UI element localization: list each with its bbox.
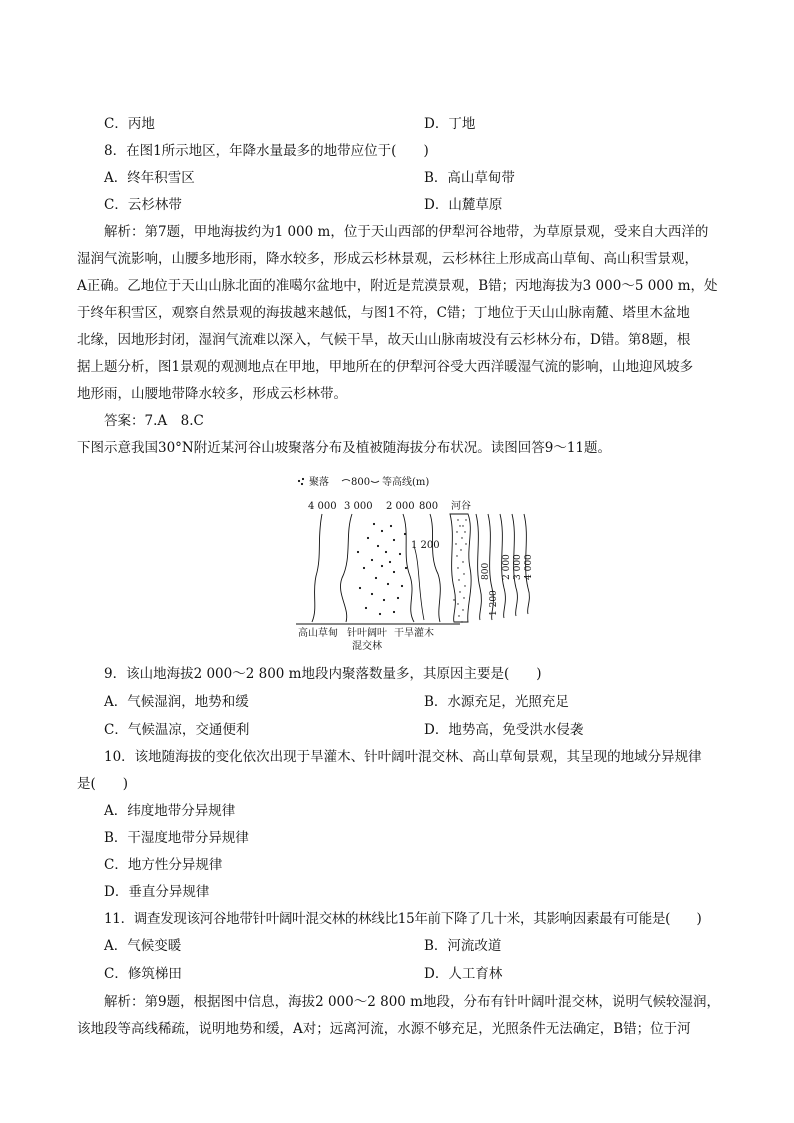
analysis1-line-6: 据上题分析，图1景观的观测地点在甲地，甲地所在的伊犁河谷受大西洋暖湿气流的影响，山地迎风坡多 — [77, 359, 694, 375]
q11-option-d: D．人工育林 — [424, 966, 503, 982]
q8-option-a: A．终年积雪区 — [104, 170, 195, 186]
q8-stem: 8．在图1所示地区，年降水量最多的地带应位于( ) — [104, 143, 429, 159]
zone-label-mixed-forest: 针叶阔叶 — [347, 628, 387, 639]
river-valley — [450, 514, 471, 623]
q7-option-d: D．丁地 — [424, 116, 476, 132]
legend — [298, 475, 429, 488]
contour-line — [403, 514, 414, 622]
q10-option-a: A．纬度地带分异规律 — [104, 803, 236, 819]
q7-option-c: C．丙地 — [104, 116, 155, 132]
settlement-dots — [357, 523, 407, 615]
analysis1-line-1: 解析：第7题，甲地海拔约为1 000 m，位于天山西部的伊犁河谷地带，为草原景观，受来自大西洋的 — [104, 224, 709, 240]
contour-label-left-2: 3 000 — [344, 501, 373, 512]
q9-option-d: D．地势高，免受洪水侵袭 — [424, 722, 584, 738]
q9-option-c: C．气候温凉，交通便利 — [104, 722, 250, 738]
contour-label-right-3: 2 000 — [502, 554, 512, 580]
legend-contour-line — [371, 481, 379, 483]
contour-label-left-3: 2 000 — [386, 501, 415, 512]
legend-settlement-dot — [301, 483, 303, 485]
q10-stem-cont: 是( ) — [77, 776, 129, 792]
legend-settlement-dot — [298, 480, 300, 482]
valley-slope-figure — [290, 468, 550, 654]
zone-label-mixed-forest-sub: 混交林 — [352, 641, 382, 652]
contour-line — [312, 514, 322, 622]
analysis1-line-7: 地形雨，山腰地带降水较多，形成云杉林带。 — [77, 386, 347, 402]
contour-line — [430, 514, 440, 622]
legend-settlement-label: 聚落 — [309, 477, 329, 488]
analysis1-line-3: A正确。乙地位于天山山脉北面的准噶尔盆地中，附近是荒漠景观，B错；丙地海拔为3 000～5 000 m，处 — [77, 278, 718, 294]
analysis1-line-2: 湿润气流影响，山腰多地形雨，降水较多，形成云杉林景观，云杉林往上形成高山草甸、高山积雪景观， — [77, 251, 698, 267]
contour-label-right-5: 4 000 — [524, 554, 534, 580]
q9-stem: 9．该山地海拔2 000～2 800 m地段内聚落数量多，其原因主要是( ) — [104, 666, 542, 682]
contour-line — [340, 514, 352, 622]
q11-stem: 11．调查发现该河谷地带针叶阔叶混交林的林线比15年前下降了几十米，其影响因素最有可能是( ) — [104, 911, 702, 927]
analysis1-line-5: 北缘，因地形封闭，湿润气流难以深入，气候干旱，故天山山脉南坡没有云杉林分布，D错。第8题，根 — [77, 332, 691, 348]
q10-option-c: C．地方性分异规律 — [104, 857, 223, 873]
analysis2-line-2: 该地段等高线稀疏，说明地势和缓，A对；远离河流，水源不够充足，光照条件无法确定，B错；位于河 — [77, 1021, 691, 1037]
q11-option-b: B．河流改道 — [424, 938, 502, 954]
q8-option-d: D．山麓草原 — [424, 197, 503, 213]
zone-label-shrub: 干旱灌木 — [394, 628, 434, 639]
contour-label-right-1: 800 — [481, 562, 491, 580]
analysis1-line-4: 于终年积雪区，观察自然景观的海拔越来越低，与图1不符，C错；丁地位于天山山脉南麓、塔里木盆地 — [77, 305, 690, 321]
contour-label-right-2: 1 200 — [489, 590, 499, 616]
legend-contour-sample: 800 — [351, 477, 371, 488]
q8-option-c: C．云杉林带 — [104, 197, 182, 213]
q10-option-d: D．垂直分异规律 — [104, 884, 210, 900]
zone-label-meadow: 高山草甸 — [298, 628, 338, 639]
q9-option-a: A．气候湿润，地势和缓 — [104, 694, 249, 710]
answer-7-8: 答案：7.A 8.C — [104, 413, 204, 429]
legend-contour-label: 等高线(m) — [382, 477, 430, 488]
q11-option-a: A．气候变暖 — [104, 938, 182, 954]
contour-line-inner — [414, 546, 424, 620]
q10-stem: 10．该地随海拔的变化依次出现于旱灌木、针叶阔叶混交林、高山草甸景观，其呈现的地域分异规律 — [104, 749, 702, 765]
contour-label-right-4: 3 000 — [513, 554, 523, 580]
analysis2-line-1: 解析：第9题，根据图中信息，海拔2 000～2 800 m地段，分布有针叶阔叶混交林，说明气候较湿润， — [104, 994, 720, 1010]
legend-settlement-dot — [302, 478, 304, 480]
river-valley-label: 河谷 — [451, 501, 471, 512]
q11-option-c: C．修筑梯田 — [104, 966, 182, 982]
q8-option-b: B．高山草甸带 — [424, 170, 515, 186]
q9-option-b: B．水源充足，光照充足 — [424, 694, 569, 710]
contour-label-left-4: 800 — [419, 501, 439, 512]
q10-option-b: B．干湿度地带分异规律 — [104, 830, 249, 846]
contour-label-inner: 1 200 — [411, 540, 440, 551]
figure-intro: 下图示意我国30°N附近某河谷山坡聚落分布及植被随海拔分布状况。读图回答9～11题。 — [77, 440, 612, 456]
contour-label-left-1: 4 000 — [308, 501, 337, 512]
legend-contour-line — [342, 480, 350, 482]
